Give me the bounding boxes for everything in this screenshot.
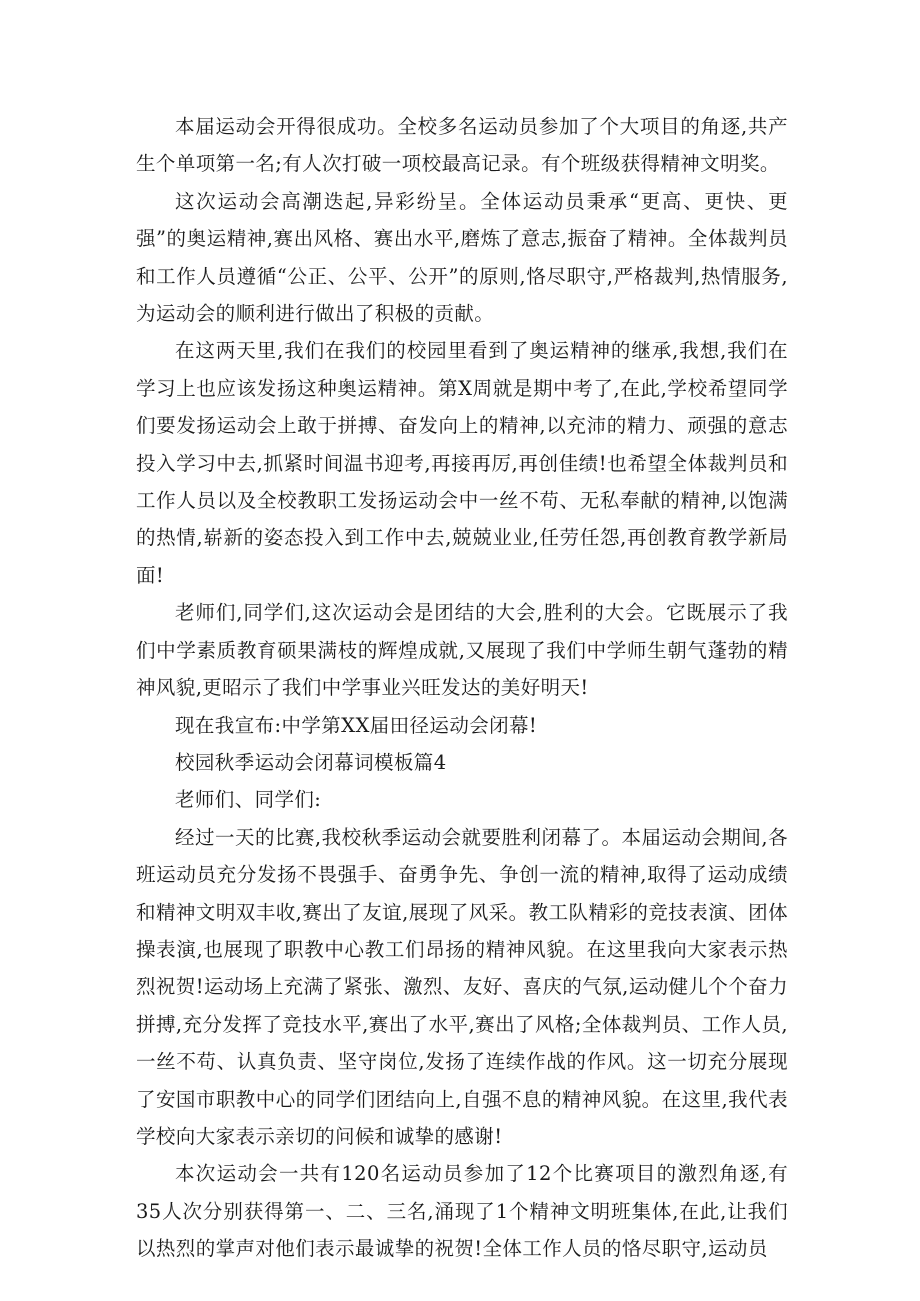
paragraph-5: 经过一天的比赛,我校秋季运动会就要胜利闭幕了。本届运动会期间,各班运动员充分发扬不畏强手、奋勇争先、争创一流的精神,取得了运动成绩和精神文明双丰收,赛出了友谊,展现了风采。教工队精彩的竞技表演、团体操表演,也展现了职教中心教工们昂扬的精神风貌。在这里我向大家表示热烈祝贺!运动场上充满了紧张、激烈、友好、喜庆的气氛,运动健儿个个奋力拼搏,充分发挥了竞技水平,赛出了水平,赛出了风格;全体裁判员、工作人员,一丝不苟、认真负责、坚守岗位,发扬了连续作战的作风。这一切充分展现了安国市职教中心的同学们团结向上,自强不息的精神风貌。在这里,我代表学校向大家表示亲切的问候和诚挚的感谢! — [136, 825, 788, 1148]
document-body — [136, 108, 788, 1268]
paragraph-6: 本次运动会一共有120名运动员参加了12个比赛项目的激烈角逐,有35人次分别获得第一、二、三名,涌现了1个精神文明班集体,在此,让我们以热烈的掌声对他们表示最诚挚的祝贺!全体工作人员的恪尽职守,运动员 — [136, 1162, 788, 1261]
paragraph-2: 这次运动会高潮迭起,异彩纷呈。全体运动员秉承“更高、更快、更强”的奥运精神,赛出风格、赛出水平,磨炼了意志,振奋了精神。全体裁判员和工作人员遵循“公正、公平、公开”的原则,恪尽职守,严格裁判,热情服务,为运动会的顺利进行做出了积极的贡献。 — [136, 189, 788, 326]
paragraph-1: 本届运动会开得很成功。全校多名运动员参加了个大项目的角逐,共产生个单项第一名;有人次打破一项校最高记录。有个班级获得精神文明奖。 — [136, 115, 788, 176]
closing-announcement: 现在我宣布:中学第XX届田径运动会闭幕! — [175, 713, 538, 737]
section-heading: 校园秋季运动会闭幕词模板篇4 — [175, 750, 447, 774]
salutation: 老师们、同学们: — [175, 788, 322, 812]
paragraph-4: 老师们,同学们,这次运动会是团结的大会,胜利的大会。它既展示了我们中学素质教育硕果满枝的辉煌成就,又展现了我们中学师生朝气蓬勃的精神风貌,更昭示了我们中学事业兴旺发达的美好明天! — [136, 601, 788, 700]
paragraph-3: 在这两天里,我们在我们的校园里看到了奥运精神的继承,我想,我们在学习上也应该发扬这种奥运精神。第X周就是期中考了,在此,学校希望同学们要发扬运动会上敢于拼搏、奋发向上的精神,以充沛的精力、顽强的意志投入学习中去,抓紧时间温书迎考,再接再厉,再创佳绩!也希望全体裁判员和工作人员以及全校教职工发扬运动会中一丝不苟、无私奉献的精神,以饱满的热情,崭新的姿态投入到工作中去,兢兢业业,任劳任怨,再创教育教学新局面! — [136, 339, 788, 587]
